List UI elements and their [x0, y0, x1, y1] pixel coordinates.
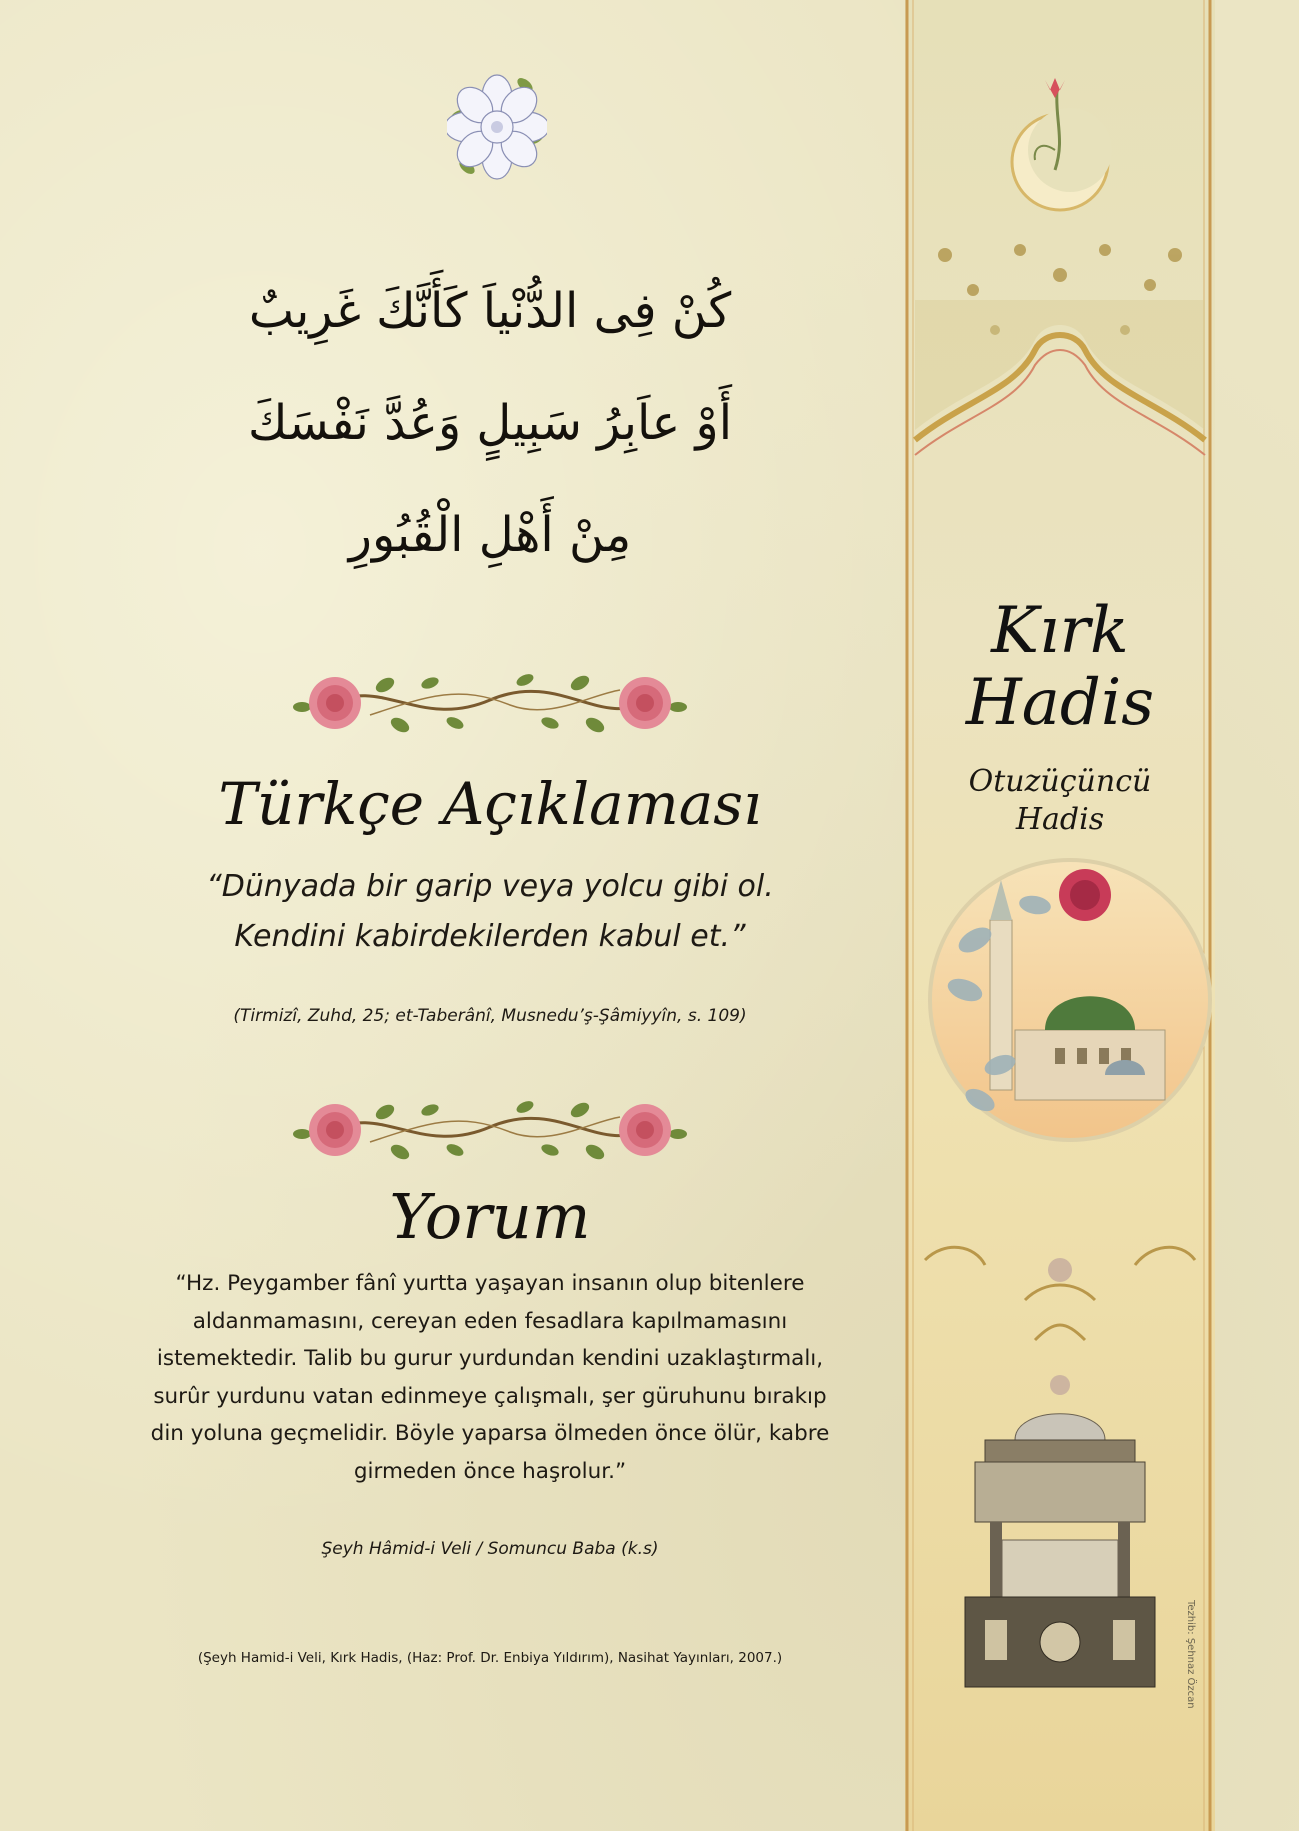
panel-subtitle — [905, 763, 1215, 839]
arabic-line-3: مِنْ أَهْلِ الْقُبُورِ — [348, 507, 632, 563]
arabic-line-2: أَوْ عاَبِرُ سَبِيلٍ وَعُدَّ نَفْسَكَ — [247, 395, 733, 451]
commentary-line-4: surûr yurdunu vatan edinmeye çalışmalı, şer güruhunu bırakıp — [153, 1383, 827, 1409]
tomb-shrine-icon — [965, 1414, 1155, 1687]
hadith-source: (Tirmizî, Zuhd, 25; et-Taberânî, Musnedu’ş-Şâmiyyîn, s. 109) — [233, 1006, 747, 1026]
turkce-heading: Türkçe Açıklaması — [218, 770, 762, 838]
commentary-line-2: aldanmamasını, cereyan eden fesadlara kapılmamasını — [192, 1308, 788, 1334]
commentary-line-6: girmeden önce haşrolur.” — [353, 1458, 627, 1484]
rose-vine-ornament — [290, 655, 690, 745]
translation-line-1: “Dünyada bir garip veya yolcu gibi ol. — [206, 869, 774, 904]
panel-subtitle-line-2: Hadis — [1015, 802, 1105, 837]
green-dome-medallion — [930, 860, 1210, 1140]
arabic-line-1: كُنْ فِى الدُّنْياَ كَأَنَّكَ غَرِيبٌ — [248, 283, 732, 339]
arabic-hadith — [160, 255, 820, 591]
translation-line-2: Kendini kabirdekilerden kabul et.” — [234, 919, 746, 954]
panel-subtitle-line-1: Otuzüçüncü — [968, 764, 1152, 799]
panel-illumination — [905, 0, 1215, 1831]
commentary-line-1: “Hz. Peygamber fânî yurtta yaşayan insanın olup bitenlere — [175, 1271, 805, 1296]
white-flower-icon — [447, 65, 547, 190]
panel-title — [905, 595, 1215, 739]
turkish-translation — [140, 862, 840, 962]
panel-title-line-2: Hadis — [965, 666, 1155, 740]
commentary-line-3: istemektedir. Talib bu gurur yurdundan kendini uzaklaştırmalı, — [156, 1346, 824, 1371]
illuminated-panel — [905, 0, 1215, 1831]
book-source: (Şeyh Hamid-i Veli, Kırk Hadis, (Haz: Prof. Dr. Enbiya Yıldırım), Nasihat Yayınları, 2007.) — [197, 1650, 783, 1666]
commentary-text — [120, 1265, 860, 1490]
illumination-credit: Tezhib: Şehnaz Özcan — [1185, 1600, 1196, 1709]
commentary-line-5: din yoluna geçmelidir. Böyle yaparsa ölmeden önce ölür, kabre — [150, 1421, 830, 1446]
yorum-heading: Yorum — [389, 1180, 591, 1253]
commentary-author: Şeyh Hâmid-i Veli / Somuncu Baba (k.s) — [321, 1539, 659, 1559]
rose-vine-ornament — [290, 1082, 690, 1172]
panel-title-line-1: Kırk — [991, 594, 1129, 668]
